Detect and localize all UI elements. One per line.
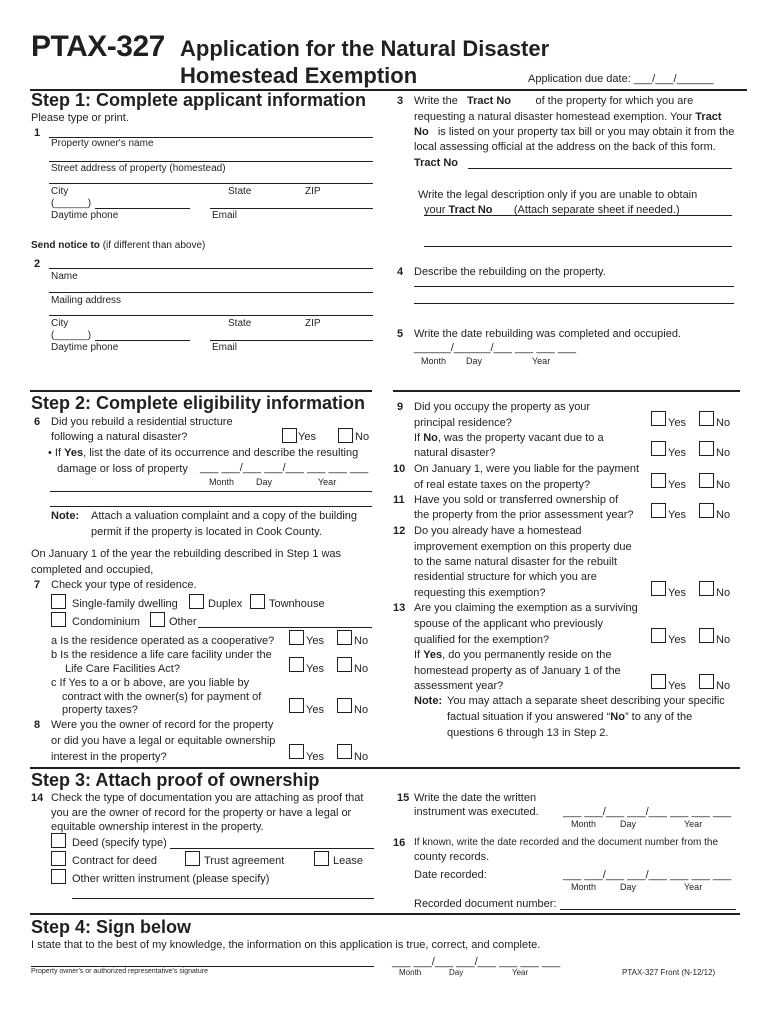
zip-label: ZIP [305,186,321,197]
q6-yes-word: Yes [64,447,84,459]
condominium-label: Condominium [72,616,140,628]
q7c-text-1: c If Yes to a or b above, are you liable by [51,677,250,689]
step2-note-2: permit if the property is located in Cook County. [91,526,322,538]
deed-label: Deed (specify type) [72,837,167,849]
q3-text-2: requesting a natural disaster homestead exemption. Your [414,111,693,123]
duplex-checkbox[interactable] [189,594,204,609]
q13b-text-3: assessment year? [414,680,504,692]
q3-text-1b: of the property for which you are [535,95,694,107]
email-field[interactable] [210,208,373,209]
q12-text-3: to the same natural disaster for the rebuilt [414,556,617,568]
q3-tract: Tract [695,111,722,123]
q9-yes-label: Yes [668,417,686,429]
q5-day-label: Day [466,356,483,366]
q7b-no-label: No [354,663,369,675]
attestation-statement: I state that to the best of my knowledge, the information on this application is true, correct, and complete. [31,939,541,951]
city-label: City [51,186,69,197]
lease-label: Lease [333,855,363,867]
q11-no-checkbox[interactable] [699,503,714,518]
q13-text-2: spouse of the applicant who previously [414,618,603,630]
contract-deed-checkbox[interactable] [51,851,66,866]
q7b-text-2: Life Care Facilities Act? [65,663,180,675]
q16-date-field[interactable]: ___ ___/___ ___/___ ___ ___ ___ [563,869,732,881]
q7c-text-2: contract with the owner(s) for payment of [62,691,262,703]
q13b-yes-word: Yes [423,649,443,661]
legal-description-field-2[interactable] [424,246,732,247]
q12-no-checkbox[interactable] [699,581,714,596]
step1-heading: Step 1: Complete applicant information [31,90,367,110]
q13-no-label: No [716,634,731,646]
phone-area-code: (______) [51,198,92,209]
q11-no-label: No [716,509,731,521]
q6-yes-label: Yes [298,431,316,443]
q12-yes-checkbox[interactable] [651,581,666,596]
signature-date-field[interactable]: ___ ___/___ ___/___ ___ ___ ___ [392,956,561,968]
step2-rule [30,390,372,392]
q6-no-label: No [355,431,370,443]
q9b-if: If [414,432,421,444]
q3-legal-1: Write the legal description only if you are unable to obtain [418,189,698,201]
signature-field[interactable] [31,966,374,967]
right-note-2c: ” to any of the [624,711,693,723]
q16-text-1: If known, write the date recorded and the document number from the [414,837,719,848]
q7c-no-label: No [354,704,369,716]
q6-text-2: following a natural disaster? [51,431,188,443]
q12-yes-label: Yes [668,587,686,599]
townhouse-label: Townhouse [269,598,325,610]
q9-text-2: principal residence? [414,417,512,429]
q3-legal-2c: (Attach separate sheet if needed.) [513,204,680,216]
date-recorded-label: Date recorded: [414,869,487,881]
right-note-label: Note: [414,695,443,707]
q10-no-checkbox[interactable] [699,473,714,488]
item-number-15: 15 [397,792,410,804]
notice-phone-field[interactable] [95,340,190,341]
q10-yes-checkbox[interactable] [651,473,666,488]
q3-tract-no-label: Tract No [414,157,459,169]
q15-day-label: Day [620,819,637,829]
item-number-7: 7 [34,579,41,591]
q7a-no-checkbox[interactable] [337,630,352,645]
form-title-line1: Application for the Natural Disaster [180,36,550,61]
q11-text-1: Have you sold or transferred ownership of [414,494,619,506]
step2-note-label: Note: [51,510,80,522]
item-number-10: 10 [393,463,406,475]
notice-phone-area-code: (______) [51,330,92,341]
right-note-2a: factual situation if you answered “ [447,711,611,723]
q7b-yes-label: Yes [306,663,324,675]
recorded-doc-field[interactable] [560,909,736,910]
q10-text-1: On January 1, were you liable for the payment [414,463,640,475]
due-date-label: Application due date: ___/___/______ [528,73,714,85]
rebuilding-field-1[interactable] [414,286,734,287]
q3-legal-2b: Tract No [448,204,493,216]
signature-month-label: Month [399,968,422,977]
q12-text-4: residential structure for which you are [414,571,597,583]
q8-no-checkbox[interactable] [337,744,352,759]
q3-text-1: Write the [414,95,458,107]
q6-text-4: damage or loss of property [57,463,188,475]
q9-text-1: Did you occupy the property as your [414,401,591,413]
item-number-8: 8 [34,719,41,731]
phone-field[interactable] [95,208,190,209]
q6-text-1: Did you rebuild a residential structure [51,416,233,428]
lease-checkbox[interactable] [314,851,329,866]
q16-year-label: Year [684,882,703,892]
q16-month-label: Month [571,882,597,892]
email-label: Email [212,210,238,221]
q16-text-2: county records. [414,851,490,863]
state-label: State [228,186,252,197]
jan1-text-1: On January 1 of the year the rebuilding described in Step 1 was [31,548,342,560]
q8-text-1: Were you the owner of record for the property [51,719,274,731]
other-instrument-checkbox[interactable] [51,869,66,884]
tract-no-field[interactable] [468,168,732,169]
q15-text-1: Write the date the written [414,792,537,804]
notice-city-field[interactable] [49,315,373,316]
other-residence-field[interactable] [198,627,372,628]
deed-checkbox[interactable] [51,833,66,848]
other-residence-label: Other [169,616,197,628]
q8-yes-label: Yes [306,751,324,763]
q3-no: No [414,126,429,138]
q6-day-label: Day [256,477,273,487]
q13-yes-label: Yes [668,634,686,646]
q6-year-label: Year [318,477,337,487]
q13-text-3: qualified for the exemption? [414,634,550,646]
q15-date-field[interactable]: ___ ___/___ ___/___ ___ ___ ___ [563,806,732,818]
q9b-no-label: No [716,447,731,459]
q4-text: Describe the rebuilding on the property. [414,266,606,278]
condominium-checkbox[interactable] [51,612,66,627]
notice-name-label: Name [51,271,78,282]
q7a-text: a Is the residence operated as a cooperative? [51,635,275,647]
q6-month-label: Month [209,477,235,487]
q6-description-field-1[interactable] [50,491,372,492]
q5-date-field[interactable]: ______/______/___ ___ ___ ___ [414,342,577,354]
q16-day-label: Day [620,882,637,892]
notice-email-field[interactable] [210,340,373,341]
q6-bullet: • [48,447,52,459]
q7a-no-label: No [354,635,369,647]
form-code: PTAX-327 [31,30,165,63]
item-number-1: 1 [34,127,41,139]
signature-label: Property owner's or authorized representative's signature [31,968,208,975]
signature-year-label: Year [512,968,529,977]
q3-legal-2a: your [424,204,446,216]
q7c-yes-label: Yes [306,704,324,716]
q7c-text-3: property taxes? [62,704,138,716]
step2-right-rule [393,390,740,392]
rebuilding-field-2[interactable] [414,303,734,304]
q8-yes-checkbox[interactable] [289,744,304,759]
item-number-5: 5 [397,328,404,340]
q8-text-2: or did you have a legal or equitable ownership [51,735,276,747]
q9b-text: , was the property vacant due to a [437,432,604,444]
q9b-yes-label: Yes [668,447,686,459]
q7b-text-1: b Is the residence a life care facility under the [51,649,272,661]
q9-no-label: No [716,417,731,429]
q13b-text: , do you permanently reside on the [442,649,612,661]
q5-year-label: Year [532,356,551,366]
q12-text-2: improvement exemption on this property due [414,541,632,553]
item-number-2: 2 [34,258,41,270]
street-field[interactable] [49,161,373,162]
q7b-no-checkbox[interactable] [337,657,352,672]
q7c-yes-checkbox[interactable] [289,698,304,713]
other-instrument-label: Other written instrument (please specify) [72,873,270,885]
single-family-checkbox[interactable] [51,594,66,609]
q13-yes-checkbox[interactable] [651,628,666,643]
notice-email-label: Email [212,342,238,353]
q13-no-checkbox[interactable] [699,628,714,643]
q9b-yes-checkbox[interactable] [651,441,666,456]
q14-text-2: you are the owner of record for the property or have a legal or [51,807,352,819]
owner-name-label: Property owner's name [51,138,154,149]
q7b-yes-checkbox[interactable] [289,657,304,672]
notice-state-label: State [228,318,252,329]
q7a-yes-label: Yes [306,635,324,647]
q13b-if: If [414,649,421,661]
mailing-address-field[interactable] [49,292,373,293]
q13b-yes-checkbox[interactable] [651,674,666,689]
q6-description-field-2[interactable] [50,506,372,507]
q6-text-3: , list the date of its occurrence and describe the resulting [83,447,359,459]
item-number-9: 9 [397,401,404,413]
q13b-no-label: No [716,680,731,692]
signature-day-label: Day [449,968,464,977]
q13-text-1: Are you claiming the exemption as a surviving [414,602,638,614]
form-footer: PTAX-327 Front (N-12/12) [622,968,716,977]
q9b-text-2: natural disaster? [414,447,496,459]
mailing-address-label: Mailing address [51,295,122,306]
step3-rule [30,767,740,769]
item-number-12: 12 [393,525,406,537]
townhouse-checkbox[interactable] [250,594,265,609]
jan1-text-2: completed and occupied, [31,564,154,576]
item-number-14: 14 [31,792,44,804]
q9-yes-checkbox[interactable] [651,411,666,426]
q13b-text-2: homestead property as of January 1 of the [414,665,621,677]
item-number-13: 13 [393,602,406,614]
step2-heading: Step 2: Complete eligibility information [31,393,366,413]
right-note-3: questions 6 through 13 in Step 2. [447,727,609,739]
duplex-label: Duplex [208,598,243,610]
q6-if: If [54,447,62,459]
q12-text-1: Do you already have a homestead [414,525,582,537]
item-number-11: 11 [393,494,405,506]
step2-note-1: Attach a valuation complaint and a copy of the building [91,510,358,522]
trust-agreement-checkbox[interactable] [185,851,200,866]
right-note-2b: No [610,711,625,723]
q10-yes-label: Yes [668,479,686,491]
notice-name-field[interactable] [49,268,373,269]
other-residence-checkbox[interactable] [150,612,165,627]
q15-text-2: instrument was executed. [414,806,539,818]
q14-text-1: Check the type of documentation you are attaching as proof that [51,792,364,804]
q15-year-label: Year [684,819,703,829]
q12-text-5: requesting this exemption? [414,587,546,599]
legal-description-field-1[interactable] [424,215,732,216]
q6-yes-checkbox[interactable] [282,428,297,443]
q7-text: Check your type of residence. [51,579,197,591]
q5-text: Write the date rebuilding was completed and occupied. [414,328,682,340]
please-type: Please type or print. [31,112,129,124]
recorded-doc-label: Recorded document number: [414,898,557,910]
daytime-phone-label: Daytime phone [51,210,119,221]
form-title-line2: Homestead Exemption [180,63,418,88]
q3-tract-no: Tract No [466,95,511,107]
city-state-zip-field[interactable] [49,183,373,184]
q9b-no-checkbox[interactable] [699,441,714,456]
contract-deed-label: Contract for deed [72,855,157,867]
right-note-1: You may attach a separate sheet describing your specific [447,695,725,707]
q7c-no-checkbox[interactable] [337,698,352,713]
step4-heading: Step 4: Sign below [31,917,192,937]
q3-text-4: local assessing official at the address on the back of this form. [414,141,716,153]
item-number-16: 16 [393,837,406,849]
q12-no-label: No [716,587,731,599]
notice-zip-label: ZIP [305,318,321,329]
step3-heading: Step 3: Attach proof of ownership [31,770,320,790]
deed-type-field[interactable] [170,848,374,849]
notice-city-label: City [51,318,69,329]
q6-no-checkbox[interactable] [338,428,353,443]
q7a-yes-checkbox[interactable] [289,630,304,645]
q8-text-3: interest in the property? [51,751,167,763]
q11-text-2: the property from the prior assessment year? [414,509,634,521]
q10-text-2: of real estate taxes on the property? [414,479,591,491]
q13b-no-checkbox[interactable] [699,674,714,689]
other-instrument-field[interactable] [72,898,374,899]
street-label: Street address of property (homestead) [51,163,226,174]
q14-text-3: equitable ownership interest in the property. [51,821,264,833]
q11-yes-label: Yes [668,509,686,521]
q3-text-3b: is listed on your property tax bill or you may obtain it from the [437,126,735,138]
q10-no-label: No [716,479,731,491]
q13b-yes-label: Yes [668,680,686,692]
q6-date-field[interactable]: ___ ___/___ ___/___ ___ ___ ___ [200,462,369,474]
q15-month-label: Month [571,819,597,829]
send-notice-label: Send notice to [31,240,100,251]
q9b-no-word: No [423,432,438,444]
q8-no-label: No [354,751,369,763]
item-number-4: 4 [397,266,404,278]
q5-month-label: Month [421,356,447,366]
send-notice-note: (if different than above) [102,240,206,251]
trust-agreement-label: Trust agreement [204,855,285,867]
q9-no-checkbox[interactable] [699,411,714,426]
q11-yes-checkbox[interactable] [651,503,666,518]
item-number-3: 3 [397,95,404,107]
step4-rule [30,913,740,915]
notice-phone-label: Daytime phone [51,342,119,353]
single-family-label: Single-family dwelling [72,598,178,610]
item-number-6: 6 [34,416,41,428]
